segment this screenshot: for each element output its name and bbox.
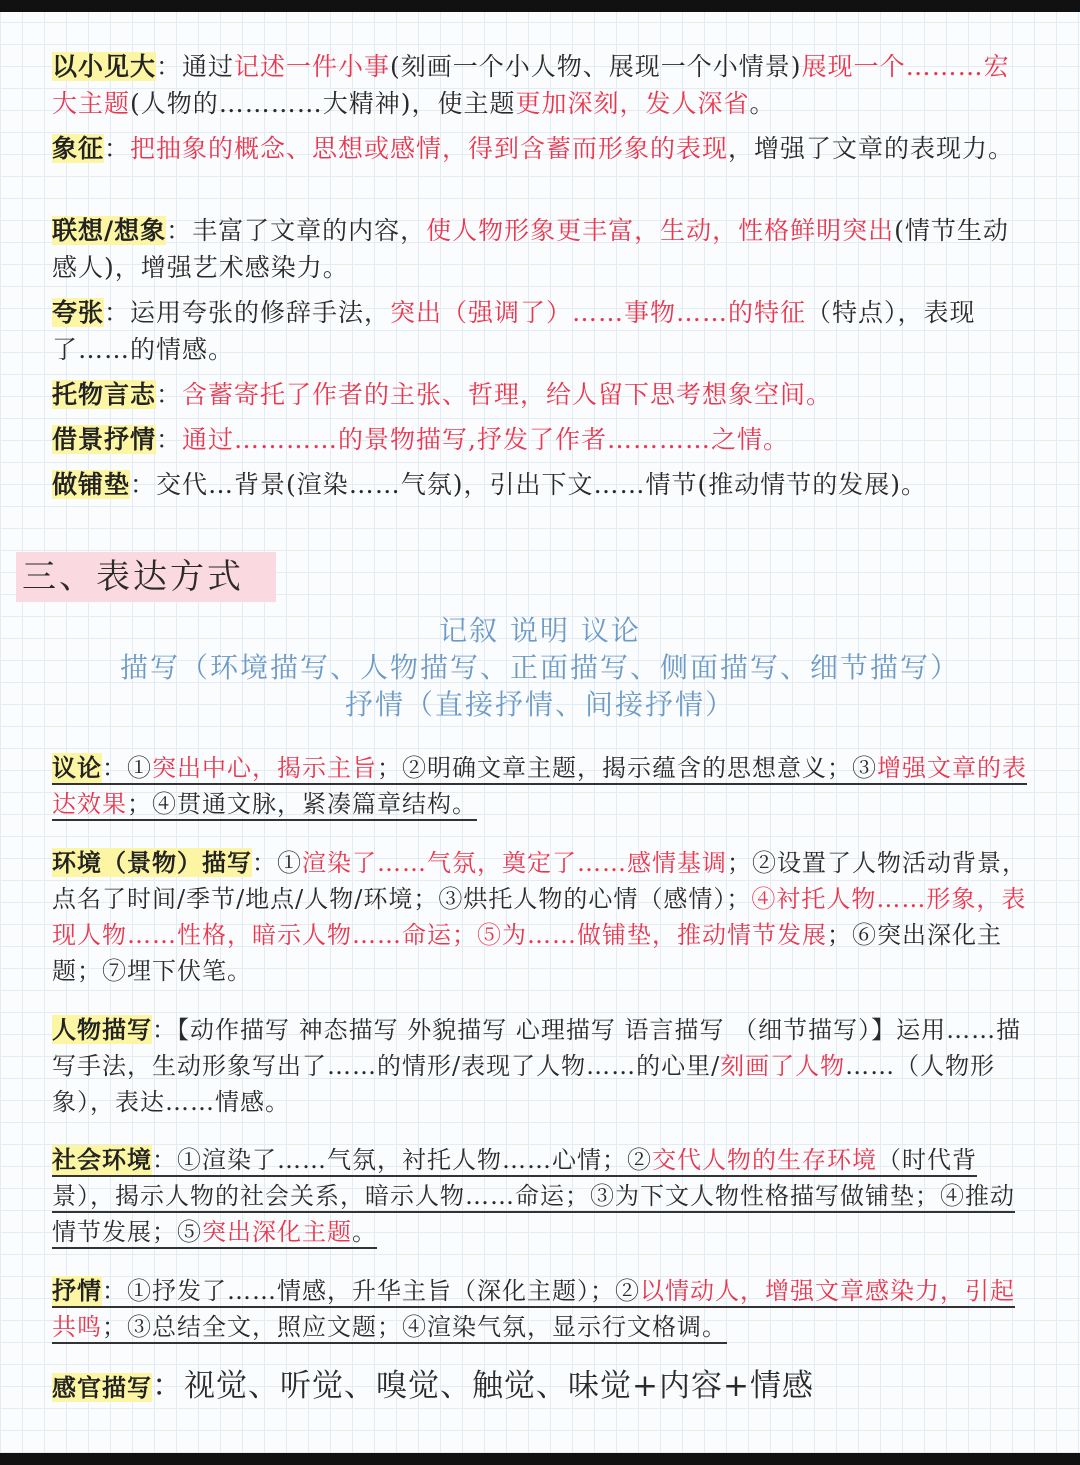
body-text: ，增强了文章的表现力。 (728, 134, 1015, 163)
entry-zuo-pu-dian (52, 466, 1032, 503)
section-title: 三、表达方式 (16, 552, 276, 602)
body-text: ：通过 (156, 52, 235, 81)
body-text: ；②设置了人物活动背景，点名了时间/季节/地点/人物/环境；③烘托人物的心情（感情）； (52, 849, 1027, 913)
body-text: ： (156, 380, 183, 409)
body-text: ：①抒发了……情感，升华主旨（深化主题）；② (102, 1277, 640, 1308)
entry-label: 以小见大 (52, 52, 157, 81)
highlight-text: 含蓄寄托了作者的主张、哲理，给人留下思考想象空间。 (182, 380, 833, 409)
highlight-text: 突出中心，揭示主旨 (152, 754, 377, 785)
body-text: (情节生动感人)，增强艺术感染力。 (52, 216, 1009, 282)
entry-xiao-jian-da (52, 48, 1032, 122)
highlight-text: 把抽象的概念、思想或感情，得到含蓄而形象的表现 (130, 134, 729, 163)
body-text: （特点），表现了……的情感。 (52, 298, 976, 364)
entry-lian-xiang (52, 212, 1032, 286)
body-text: (人物的…………大精神)，使主题 (130, 89, 516, 118)
highlight-text: 记述一件小事 (234, 52, 391, 81)
highlight-text: 突出（强调了）……事物……的特征 (390, 298, 807, 327)
mode-line-2: 描写（环境描写、人物描写、正面描写、侧面描写、细节描写） (119, 651, 960, 684)
entry-label: 感官描写 (52, 1373, 152, 1402)
bottom-border (0, 1453, 1080, 1465)
entry-label: 象征 (52, 134, 105, 163)
entry-label: 托物言志 (52, 380, 157, 409)
body-text: （时代背景），揭示人物的社会关系，暗示人物……命运；③为下文人物性格描写做铺垫；④推动情节发展；⑤ (52, 1146, 1015, 1249)
mode-line-1: 记叙 说明 议论 (439, 614, 641, 647)
entry-label: 社会环境 (52, 1145, 152, 1177)
body-text: ：视觉、听觉、嗅觉、触觉、味觉+内容+情感 (152, 1368, 814, 1404)
entry-she-hui-huan-jing (52, 1142, 1032, 1250)
top-border (0, 0, 1080, 12)
body-text: ：运用夸张的修辞手法， (104, 298, 391, 327)
body-text: ：【动作描写 神态描写 外貌描写 心理描写 语言描写 （细节描写）】运用……描写手法，生动形象写出了……的情形/表现了人物……的心里/ (52, 1016, 1022, 1080)
body-text: ……（人物形象），表达……情感。 (52, 1052, 996, 1116)
body-text: ；⑥突出深化主题；⑦埋下伏笔。 (52, 921, 1002, 985)
body-text: ；③总结全文，照应文题；④渲染气氛，显示行文格调。 (102, 1313, 727, 1344)
highlight-text: ④衬托人物……形象，表现人物……性格，暗示人物……命运；⑤为……做铺垫，推动情节发展 (52, 885, 1027, 949)
entry-yi-lun (52, 750, 1032, 822)
body-text: 。 (352, 1218, 377, 1249)
body-text: ：丰富了文章的内容， (166, 216, 427, 245)
entry-label: 联想/想象 (52, 216, 167, 245)
body-text: ；④贯通文脉，紧凑篇章结构。 (127, 790, 477, 821)
body-text: ：①渲染了……气氛，衬托人物……心情；② (152, 1146, 652, 1177)
entry-label: 议论 (52, 753, 102, 785)
entry-ren-wu-miao-xie (52, 1012, 1032, 1120)
highlight-text: 增强文章的表达效果 (52, 754, 1027, 821)
entry-tuo-wu-yan-zhi (52, 376, 1032, 413)
body-text: ：① (102, 754, 152, 785)
highlight-text: 使人物形象更丰富，生动，性格鲜明突出 (426, 216, 895, 245)
body-text: ： (104, 134, 131, 163)
entry-gan-guan (52, 1368, 1032, 1406)
highlight-text: 更加深刻，发人深省 (515, 89, 750, 118)
entry-huan-jing-miao-xie (52, 845, 1032, 989)
highlight-text: 交代人物的生存环境 (652, 1146, 877, 1177)
entry-label: 抒情 (52, 1276, 102, 1308)
body-text: ：① (252, 849, 302, 877)
highlight-text: 刻画了人物 (720, 1052, 846, 1080)
body-text: 。 (749, 89, 776, 118)
entry-kua-zhang (52, 294, 1032, 368)
entry-shu-qing (52, 1273, 1032, 1345)
highlight-text: 通过…………的景物描写,抒发了作者…………之情。 (182, 425, 789, 454)
body-text: ；②明确文章主题，揭示蕴含的思想意义；③ (377, 754, 877, 785)
mode-line-3: 抒情（直接抒情、间接抒情） (344, 688, 735, 721)
entry-label: 夸张 (52, 298, 105, 327)
highlight-text: 突出深化主题 (202, 1218, 352, 1249)
entry-label: 人物描写 (52, 1015, 152, 1044)
entry-label: 做铺垫 (52, 470, 131, 499)
highlight-text: 展现一个………宏大主题 (52, 52, 1010, 118)
entry-jie-jing-shu-qing (52, 421, 1032, 458)
body-text: (刻画一个小人物、展现一个小情景) (390, 52, 802, 81)
body-text: ：交代…背景(渲染……气氛)，引出下文……情节(推动情节的发展)。 (130, 470, 928, 499)
entry-label: 环境（景物）描写 (52, 848, 252, 877)
highlight-text: 以情动人，增强文章感染力，引起共鸣 (52, 1277, 1015, 1344)
body-text: ： (156, 425, 183, 454)
entry-xiang-zheng (52, 130, 1032, 167)
highlight-text: 渲染了……气氛，奠定了……感情基调 (302, 849, 727, 877)
entry-label: 借景抒情 (52, 425, 157, 454)
